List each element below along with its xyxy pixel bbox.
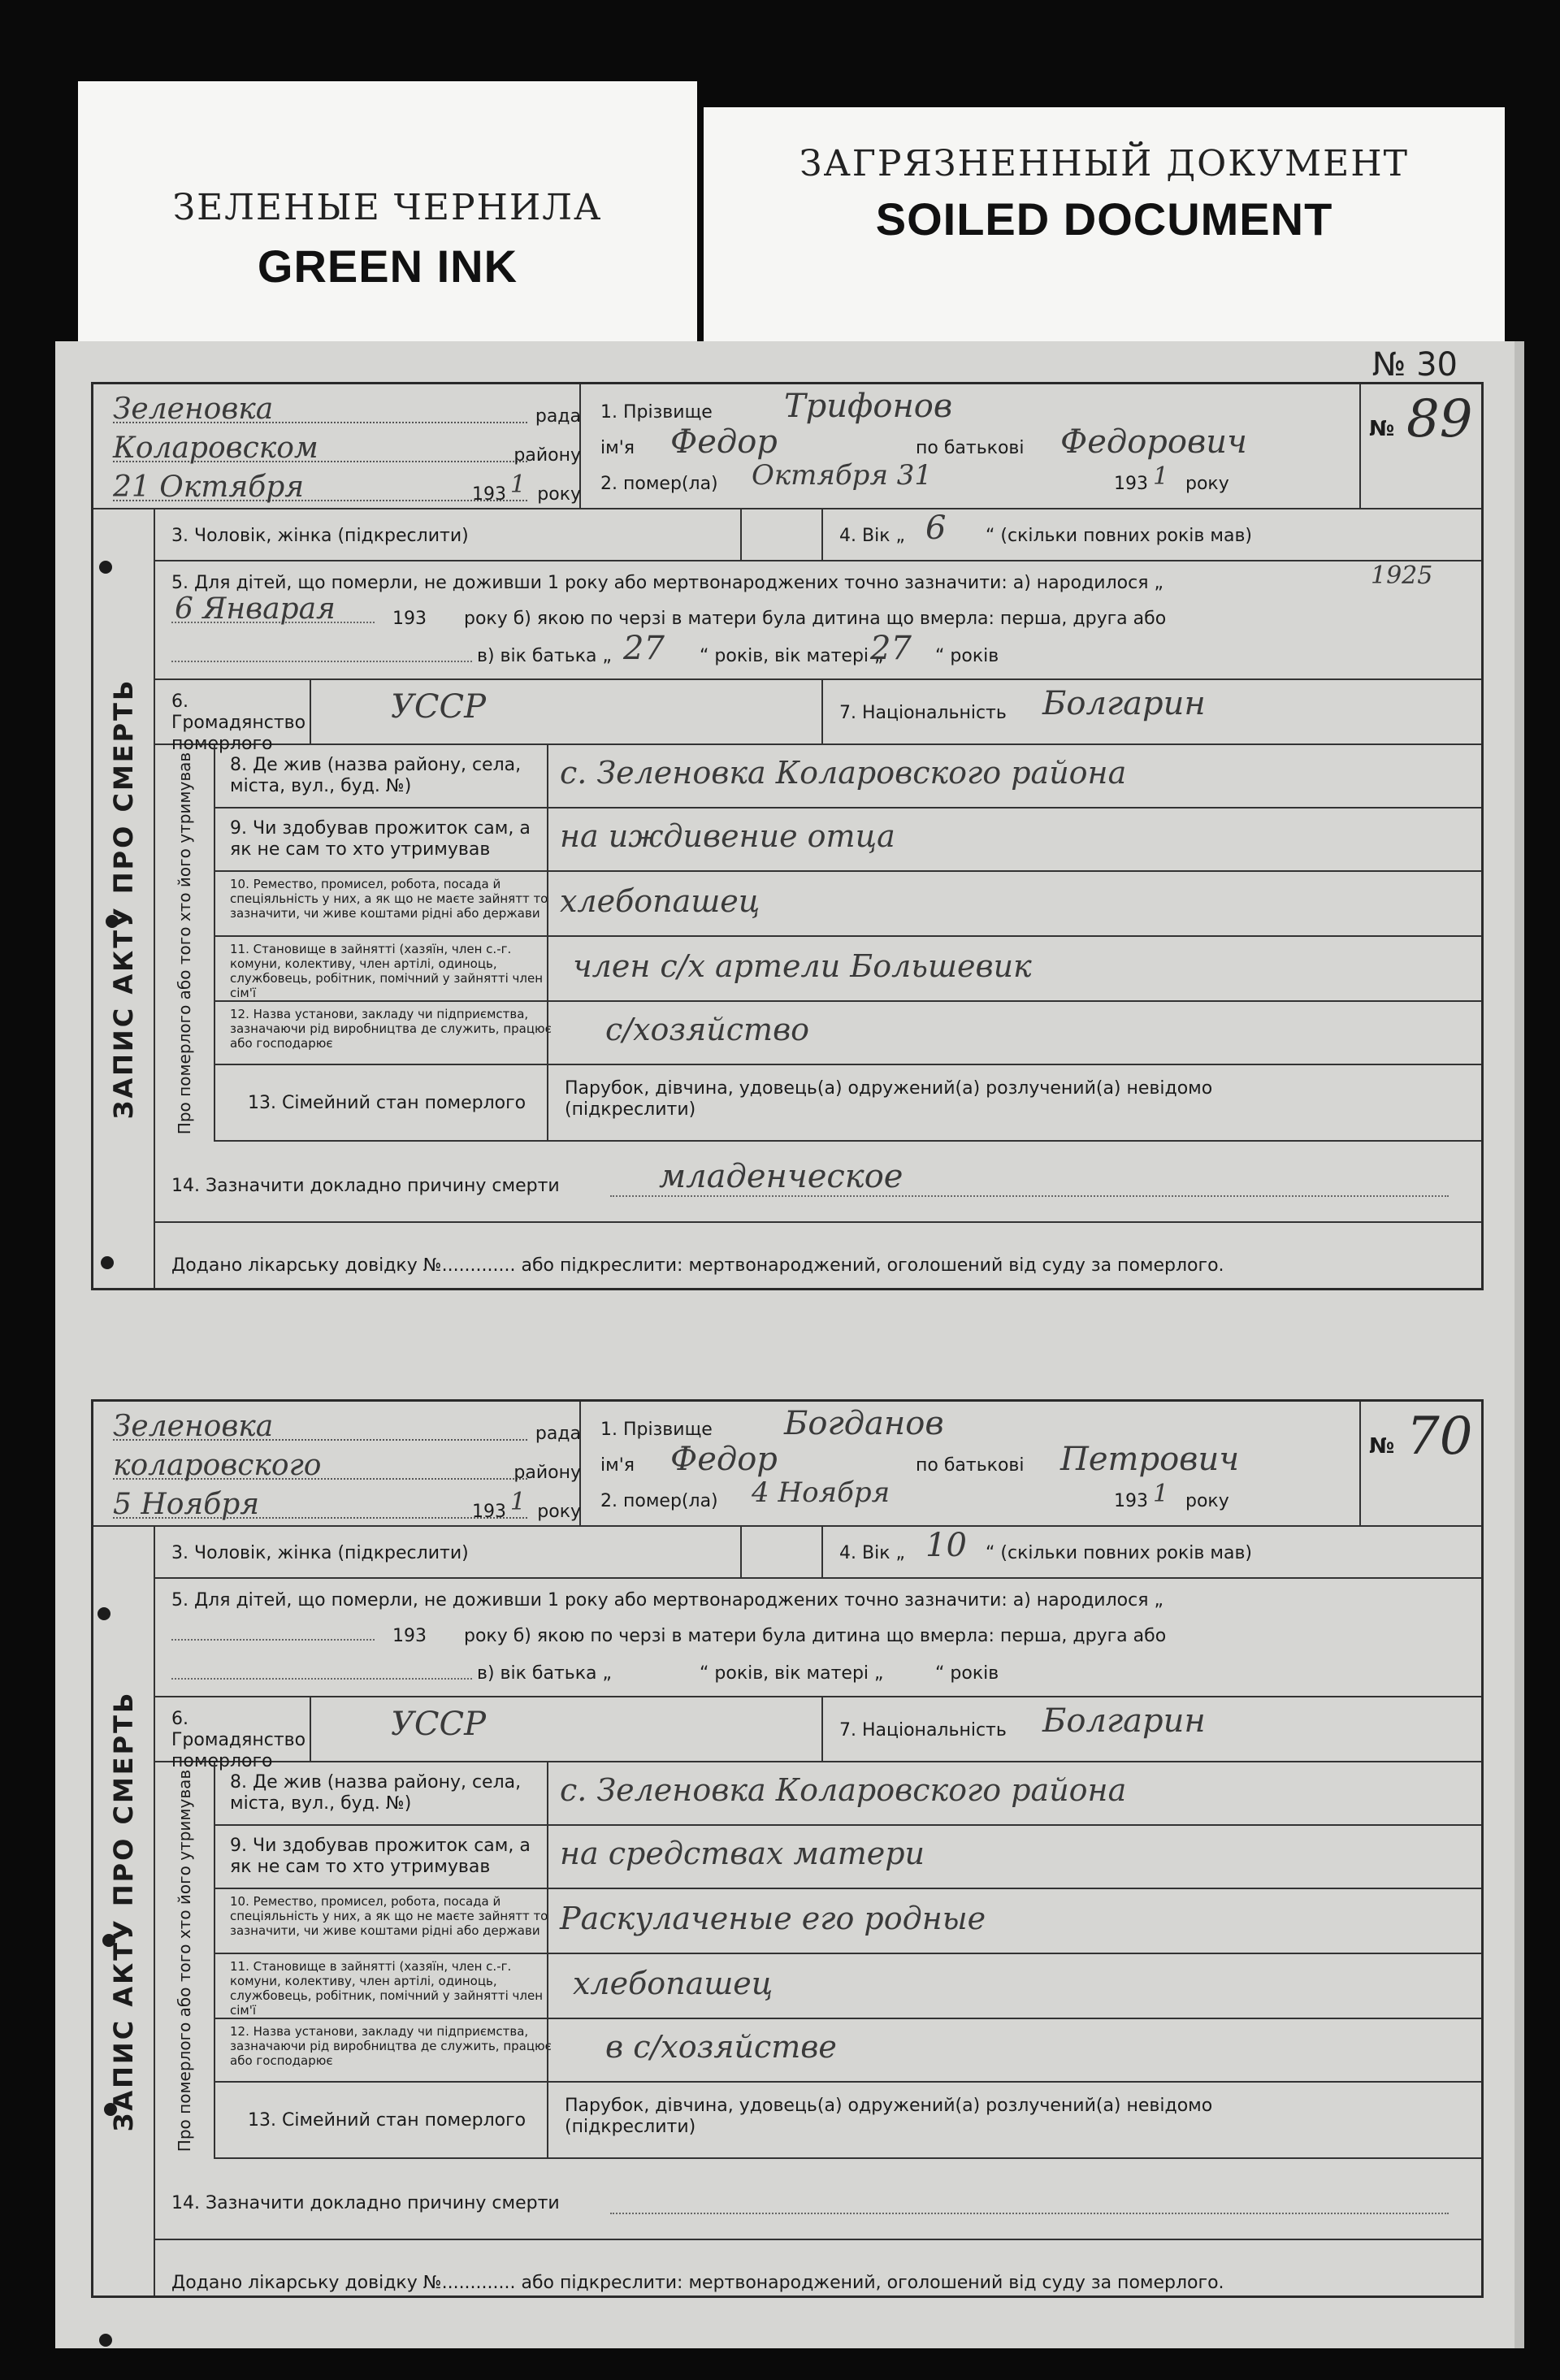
- year-prefix: 193: [472, 1502, 506, 1522]
- act-number-block: [1359, 384, 1481, 509]
- infant-row: [155, 1579, 1481, 1697]
- soiled-document-card: [704, 107, 1505, 351]
- age-label: 4. Вік „: [839, 526, 905, 546]
- surname-label: 1. Прізвище: [600, 1420, 713, 1440]
- family-cell: [547, 2083, 1481, 2157]
- died-value: 4 Ноября: [752, 1476, 890, 1509]
- order-label: рокy б) якою по черзі в матери була дитина що вмерла: перша, друга або: [464, 1626, 1167, 1646]
- trade-row: [215, 1889, 1481, 1954]
- nationality-cell: [821, 680, 1481, 743]
- patronymic-value: Федорович: [1060, 423, 1247, 461]
- father-age-value: 27: [623, 630, 665, 667]
- mother-age-label: “ років, вік матері „: [700, 1663, 884, 1684]
- side-title-column: [93, 1527, 155, 2295]
- registration-date-value: 21 Октября: [113, 470, 305, 504]
- died-year-value: 1: [1153, 1480, 1169, 1508]
- org-row: [215, 1002, 1481, 1065]
- sex-label: 3. Чоловік, жінка (підкреслити): [171, 526, 469, 546]
- status-cell: [547, 1954, 1481, 2018]
- nationality-value: Болгарин: [1042, 1702, 1206, 1740]
- footer-row: [155, 1223, 1481, 1288]
- green-ink-en: GREEN INK: [257, 241, 518, 292]
- age-cell: [821, 509, 1481, 560]
- district-value: Коларовском: [113, 431, 318, 465]
- registration-date-value: 5 Ноября: [113, 1488, 260, 1521]
- cause-row: [155, 1142, 1481, 1223]
- nationality-cell: [821, 1697, 1481, 1761]
- support-label: 9. Чи здобував прожиток сам, а як не сам то хто утримував: [230, 818, 531, 860]
- org-value: с/хозяйство: [605, 1012, 810, 1047]
- family-options: Парубок, дівчина, удовець(а) одружений(а) розлучений(а) невідомо (підкреслити): [565, 2096, 1213, 2137]
- trade-value: хлебопашец: [560, 883, 760, 919]
- age-hint: “ (скільки повних років мав): [986, 526, 1252, 546]
- citizenship-row: [155, 680, 1481, 754]
- name-label: ім'я: [600, 1455, 635, 1476]
- sex-age-row: [155, 1527, 1481, 1579]
- trade-label: 10. Ремество, промисел, робота, посада й спеціяльність у них, а як що не маєте зайнятт то зазначити, чи живе коштами рідні або держави: [230, 1894, 548, 1938]
- address-value: с. Зеленовка Коларовского района: [560, 755, 1127, 791]
- infant-label: 5. Для дітей, що померли, не доживши 1 року або мертвонароджених точно зазначити: а) народилося „: [171, 573, 1164, 593]
- org-cell: [547, 1002, 1481, 1064]
- registration-year-value: 1: [509, 1488, 526, 1516]
- nationality-value: Болгарин: [1042, 685, 1206, 722]
- citizenship-label: 6. Громадянство померлого: [171, 1709, 306, 1771]
- soiled-document-ru: ЗАГРЯЗНЕННЫЙ ДОКУМЕНТ: [800, 143, 1409, 184]
- support-value: на иждивение отца: [560, 818, 895, 854]
- status-row: [215, 1954, 1481, 2019]
- cause-label: 14. Зазначити докладно причину смерти: [171, 2193, 560, 2213]
- cause-value: младенческое: [659, 1158, 904, 1195]
- status-cell: [547, 937, 1481, 1000]
- act-number-value: 70: [1406, 1407, 1473, 1467]
- side-title: ЗАПИС АКТУ ПРО СМЕРТЬ: [108, 678, 139, 1120]
- address-row: [215, 745, 1481, 809]
- act-number-label: №: [1369, 417, 1395, 441]
- year-prefix-5: 193: [392, 1626, 427, 1646]
- provider-side-label: Про померлого або того хто його утримував: [175, 1769, 194, 2152]
- soiled-document-en: SOILED DOCUMENT: [875, 193, 1333, 245]
- side-title: ЗАПИС АКТУ ПРО СМЕРТЬ: [108, 1690, 139, 2132]
- born-extra-value: 6 Январая: [175, 592, 336, 626]
- rada-label: рада: [535, 1424, 581, 1444]
- roku-label: року: [537, 1502, 581, 1522]
- rada-label: рада: [535, 406, 581, 427]
- row-divider: [310, 680, 318, 743]
- infant-label: 5. Для дітей, що померли, не доживши 1 року або мертвонароджених точно зазначити: а) народилося „: [171, 1590, 1164, 1611]
- green-ink-card: [78, 81, 697, 349]
- support-label: 9. Чи здобував прожиток сам, а як не сам то хто утримував: [230, 1836, 531, 1877]
- mother-age-label: “ років, вік матері „: [700, 646, 884, 666]
- cause-label: 14. Зазначити докладно причину смерти: [171, 1176, 560, 1196]
- status-row: [215, 937, 1481, 1002]
- address-label: 8. Де жив (назва району, села, міста, вул., буд. №): [230, 1772, 522, 1814]
- status-value: член с/х артели Большевик: [573, 948, 1032, 984]
- village-value: Зеленовка: [113, 392, 274, 426]
- address-cell: [547, 1762, 1481, 1824]
- born-value: 1925: [1371, 561, 1433, 590]
- age-value: 10: [925, 1527, 967, 1564]
- district-value: коларовского: [113, 1449, 322, 1482]
- patronymic-label: по батькові: [916, 438, 1025, 458]
- side-title-column: [93, 509, 155, 1288]
- citizenship-value: УССР: [391, 1706, 487, 1743]
- support-cell: [547, 809, 1481, 870]
- died-year-prefix: 193: [1114, 1491, 1148, 1511]
- nationality-label: 7. Національність: [839, 1720, 1007, 1741]
- sex-age-row: [155, 509, 1481, 561]
- green-ink-ru: ЗЕЛЕНЫЕ ЧЕРНИЛА: [172, 187, 603, 228]
- village-value: Зеленовка: [113, 1410, 274, 1443]
- age-hint: “ (скільки повних років мав): [986, 1543, 1252, 1563]
- died-year-prefix: 193: [1114, 474, 1148, 494]
- status-label: 11. Становище в зайнятті (хазяїн, член с.-г. комуни, колективу, член артілі, одиноць, службовець, робітник, помічний у зайнятті член сім'ї: [230, 1959, 544, 2018]
- address-value: с. Зеленовка Коларовского района: [560, 1772, 1127, 1808]
- sex-label: 3. Чоловік, жінка (підкреслити): [171, 1543, 469, 1563]
- rayon-label: району: [514, 445, 581, 466]
- row-divider: [740, 1527, 821, 1577]
- record-header: [93, 384, 1481, 509]
- father-age-label: в) вік батька „: [477, 1663, 612, 1684]
- order-label: рокy б) якою по черзі в матери була дитина що вмерла: перша, друга або: [464, 609, 1167, 629]
- org-label: 12. Назва установи, закладу чи підприємства, зазначаючи рід виробництва де служить, працює або господарює: [230, 1007, 552, 1051]
- name-value: Федор: [670, 423, 778, 461]
- row-divider: [310, 1697, 318, 1761]
- status-value: хлебопашец: [573, 1966, 774, 2001]
- address-row: [215, 1762, 1481, 1826]
- family-options: Парубок, дівчина, удовець(а) одружений(а) розлучений(а) невідомо (підкреслити): [565, 1078, 1213, 1120]
- support-row: [215, 1826, 1481, 1889]
- nationality-label: 7. Національність: [839, 703, 1007, 723]
- deceased-name-block: [597, 1402, 1361, 1527]
- address-cell: [547, 745, 1481, 807]
- died-year-value: 1: [1153, 462, 1169, 491]
- family-row: [215, 1065, 1481, 1142]
- address-label: 8. Де жив (назва району, села, міста, вул., буд. №): [230, 755, 522, 796]
- cause-row: [155, 2159, 1481, 2240]
- citizenship-value: УССР: [391, 688, 487, 726]
- trade-row: [215, 872, 1481, 937]
- provider-side-column: [155, 745, 215, 1142]
- trade-value: Раскулаченые его родные: [560, 1901, 986, 1936]
- died-roku-label: року: [1185, 474, 1229, 494]
- died-value: Октября 31: [752, 459, 933, 492]
- patronymic-value: Петрович: [1060, 1441, 1240, 1478]
- support-cell: [547, 1826, 1481, 1888]
- family-row: [215, 2083, 1481, 2159]
- provider-side-label: Про померлого або того хто його утримував: [175, 752, 194, 1135]
- infant-row: [155, 561, 1481, 680]
- age-cell: [821, 1527, 1481, 1577]
- years-label: “ років: [935, 1663, 999, 1684]
- death-record-2: [91, 1399, 1484, 2298]
- died-label: 2. помер(ла): [600, 1491, 718, 1511]
- year-prefix: 193: [472, 484, 506, 505]
- org-label: 12. Назва установи, закладу чи підприємства, зазначаючи рід виробництва де служить, працює або господарює: [230, 2024, 552, 2068]
- rayon-label: району: [514, 1463, 581, 1483]
- provider-side-column: [155, 1762, 215, 2159]
- died-roku-label: року: [1185, 1491, 1229, 1511]
- mother-age-value: 27: [870, 630, 912, 667]
- surname-value: Богданов: [784, 1405, 944, 1442]
- family-cell: [547, 1065, 1481, 1140]
- document-number: № 30: [1372, 346, 1458, 384]
- footer-note: Додано лікарську довідку №............. або підкреслити: мертвонароджений, оголошений від суду за померлого.: [171, 1255, 1224, 1276]
- deceased-name-block: [597, 384, 1361, 509]
- trade-label: 10. Ремество, промисел, робота, посада й спеціяльність у них, а як що не маєте зайнятт то зазначити, чи живе коштами рідні або держави: [230, 877, 548, 921]
- record-header: [93, 1402, 1481, 1527]
- act-number-block: [1359, 1402, 1481, 1527]
- org-value: в с/хозяйстве: [605, 2029, 837, 2065]
- trade-cell: [547, 1889, 1481, 1953]
- support-row: [215, 809, 1481, 872]
- died-label: 2. помер(ла): [600, 474, 718, 494]
- footer-row: [155, 2240, 1481, 2305]
- trade-cell: [547, 872, 1481, 935]
- family-label: 13. Сімейний стан померлого: [248, 2110, 526, 2131]
- act-number-value: 89: [1406, 389, 1473, 449]
- age-value: 6: [925, 509, 947, 547]
- act-number-label: №: [1369, 1434, 1395, 1459]
- year-prefix-5: 193: [392, 609, 427, 629]
- name-label: ім'я: [600, 438, 635, 458]
- patronymic-label: по батькові: [916, 1455, 1025, 1476]
- years-label: “ років: [935, 646, 999, 666]
- footer-note: Додано лікарську довідку №............. або підкреслити: мертвонароджений, оголошений від суду за померлого.: [171, 2273, 1224, 2293]
- citizenship-label: 6. Громадянство померлого: [171, 691, 306, 754]
- support-value: на средствах матери: [560, 1836, 925, 1871]
- father-age-label: в) вік батька „: [477, 646, 612, 666]
- registration-year-value: 1: [509, 470, 526, 499]
- name-value: Федор: [670, 1441, 778, 1478]
- org-row: [215, 2019, 1481, 2083]
- punch-hole: [99, 2334, 112, 2347]
- family-label: 13. Сімейний стан померлого: [248, 1093, 526, 1113]
- row-divider: [740, 509, 821, 560]
- registry-office-block: [93, 384, 581, 509]
- surname-label: 1. Прізвище: [600, 402, 713, 423]
- surname-value: Трифонов: [784, 388, 953, 425]
- age-label: 4. Вік „: [839, 1543, 905, 1563]
- registry-office-block: [93, 1402, 581, 1527]
- status-label: 11. Становище в зайнятті (хазяїн, член с.-г. комуни, колективу, член артілі, одиноць, службовець, робітник, помічний у зайнятті член сім'ї: [230, 942, 544, 1000]
- death-record-1: [91, 382, 1484, 1290]
- org-cell: [547, 2019, 1481, 2081]
- roku-label: року: [537, 484, 581, 505]
- citizenship-row: [155, 1697, 1481, 1771]
